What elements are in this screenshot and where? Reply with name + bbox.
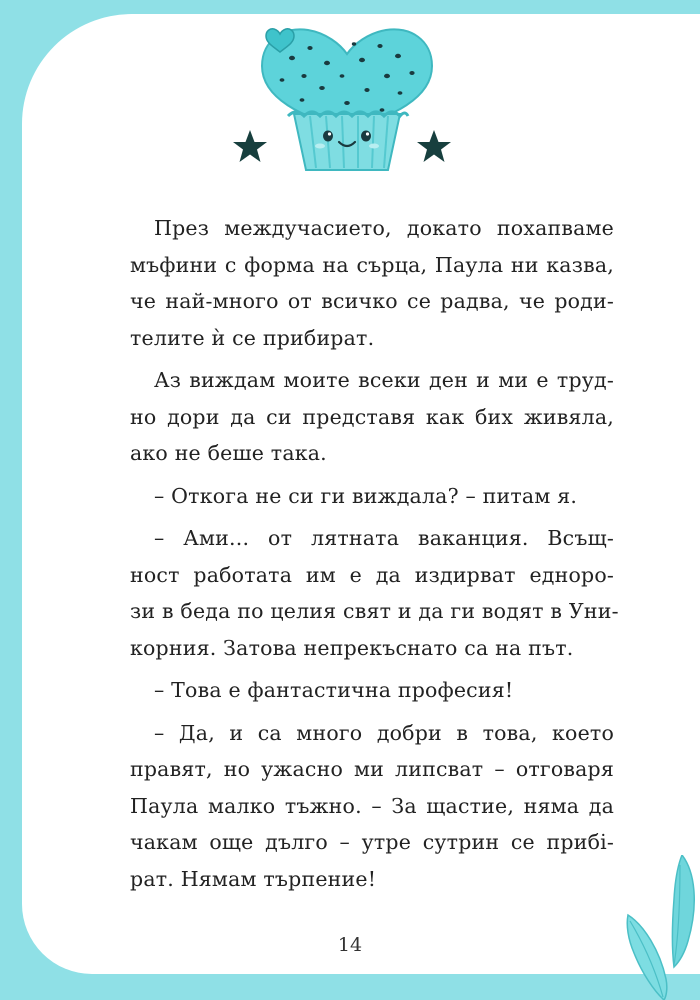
leaf-icon xyxy=(627,915,667,1000)
paragraph-1 xyxy=(130,210,614,356)
text-line: ност работата им е да издирват еднoро- xyxy=(130,562,614,587)
text-line: – Да, и са много добри в това, което xyxy=(154,720,614,745)
paragraph-3 xyxy=(130,478,614,515)
text-line: чакам още дълго – утре сутрин се прибi- xyxy=(130,830,614,854)
text-line: ако не беше така. xyxy=(130,441,327,465)
text-line: – Откога не си ги виждала? – питам я. xyxy=(154,483,578,508)
right-star-icon xyxy=(417,130,451,162)
text-line: През междучасието, докато похапваме xyxy=(154,216,614,240)
text-line: че най-много от всичко се радва, че роди- xyxy=(130,289,614,313)
paragraph-4 xyxy=(130,520,619,666)
text-line: Паула малко тъжно. – За щастие, няма да xyxy=(130,793,614,818)
text-line: зи в беда по целия свят и да ги водят в Уни- xyxy=(130,599,619,623)
paragraph-2 xyxy=(130,362,614,472)
page-number: 14 xyxy=(337,934,363,956)
story-text xyxy=(130,210,619,903)
text-line: правят, но ужасно ми липсват – отговаря xyxy=(130,757,614,781)
left-star-icon xyxy=(233,130,267,162)
text-line: мъфини с форма на сърца, Паула ни казва, xyxy=(130,252,614,277)
heart-muffin-illustration xyxy=(222,18,472,178)
text-line: рат. Нямам търпение! xyxy=(130,866,377,891)
text-line: – Това е фантастична професия! xyxy=(154,678,514,702)
paragraph-6 xyxy=(130,715,614,898)
leaves-decoration xyxy=(600,855,700,1000)
text-line: – Ами... от лятната ваканция. Всъщ- xyxy=(154,526,614,550)
text-line: телите ѝ се прибират. xyxy=(130,325,375,350)
text-line: корния. Затова непрекъснато са на път. xyxy=(130,635,574,660)
paragraph-5 xyxy=(130,672,614,709)
text-line: но дори да си представя как бих живяла, xyxy=(130,404,614,429)
text-line: Аз виждам моите всеки ден и ми е труд- xyxy=(154,368,614,392)
